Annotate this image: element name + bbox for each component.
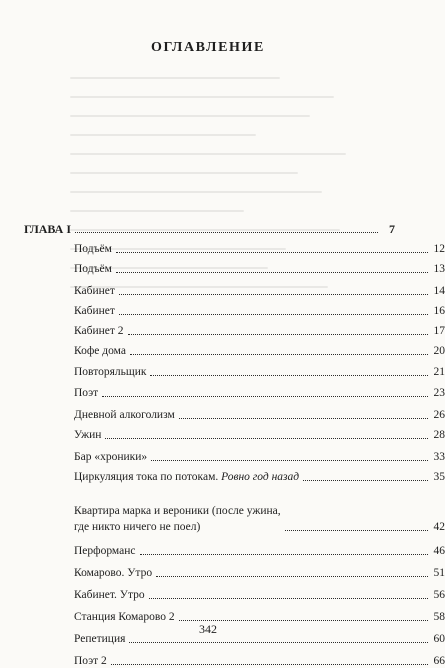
toc-page-number: 33 (433, 451, 445, 463)
dot-leader (179, 620, 428, 621)
dot-leader (105, 438, 428, 439)
dot-leader (149, 598, 428, 599)
toc-entry[interactable] (24, 365, 445, 379)
toc-entry[interactable] (24, 304, 445, 318)
toc-page-number: 66 (433, 655, 445, 667)
toc-page-number: 28 (433, 429, 445, 441)
dot-leader (179, 418, 428, 419)
toc-entry-label: Станция Комарово 2 (74, 611, 175, 623)
toc-page-number: 13 (433, 263, 445, 275)
toc-entry-label: Репетиция (74, 633, 126, 645)
toc-entry[interactable] (24, 588, 445, 602)
toc-page-number: 20 (433, 345, 445, 357)
dot-leader (285, 530, 428, 531)
dot-leader (111, 664, 428, 665)
toc-entry[interactable] (24, 242, 445, 256)
toc-entry-label: Кабинет. Утро (74, 589, 145, 601)
toc-entry[interactable] (24, 386, 445, 400)
toc-page-number: 17 (433, 325, 445, 337)
toc-entry-label: Комарово. Утро (74, 567, 153, 579)
toc-entry-multiline[interactable] (24, 492, 445, 534)
dot-leader (140, 554, 429, 555)
toc-entry[interactable] (24, 324, 445, 338)
toc-page-number: 26 (433, 409, 445, 421)
toc-entry-label: Поэт 2 (74, 655, 107, 667)
toc-entry-label (74, 470, 299, 484)
toc-entry-label: Поэт (74, 387, 99, 399)
toc-entry-label-regular: Циркуляция тока по потокам. (74, 471, 219, 483)
dot-leader (130, 354, 428, 355)
toc-page-number: 14 (433, 285, 445, 297)
toc-entry-label: Кабинет 2 (74, 325, 124, 337)
toc-page-number: 12 (433, 243, 445, 255)
toc-entry-label: Кабинет (74, 285, 115, 297)
toc-page-number: 23 (433, 387, 445, 399)
toc-entry[interactable] (24, 450, 445, 464)
toc-page-number: 7 (389, 222, 395, 236)
toc-entry-label: Подъём (74, 243, 112, 255)
dot-leader (119, 294, 428, 295)
toc-page-number: 35 (433, 471, 445, 483)
toc-entry-label (74, 504, 281, 534)
toc-entry[interactable] (24, 470, 445, 484)
page-number-footer: 342 (199, 622, 217, 636)
toc-entry-label-line1: Квартира марка и вероники (после ужина, (74, 505, 281, 517)
dot-leader (119, 314, 428, 315)
toc-entry[interactable] (24, 284, 445, 298)
dot-leader (116, 252, 428, 253)
toc-page-number: 60 (433, 633, 445, 645)
toc-entry-label: Кабинет (74, 305, 115, 317)
toc-entry[interactable] (24, 262, 445, 276)
toc-entry-label: Бар «хроники» (74, 451, 148, 463)
toc-page-number: 51 (433, 567, 445, 579)
toc-entry[interactable] (24, 408, 445, 422)
dot-leader (102, 396, 428, 397)
toc-page-number: 21 (433, 366, 445, 378)
toc-chapter-label: ГЛАВА I (24, 222, 72, 236)
toc-entry[interactable] (24, 428, 445, 442)
dot-leader (151, 460, 428, 461)
toc-page-number: 56 (433, 589, 445, 601)
toc-page-number: 42 (433, 521, 445, 533)
toc-entry-label: Ужин (74, 429, 102, 441)
toc-entry-label: Кофе дома (74, 345, 126, 357)
toc-page-number: 16 (433, 305, 445, 317)
dot-leader (303, 480, 428, 481)
toc-entry-label-line2: где никто ничего не поел) (74, 521, 201, 533)
dot-leader (129, 642, 428, 643)
toc-entry[interactable] (24, 344, 445, 358)
toc-page-number: 46 (433, 545, 445, 557)
toc-entry[interactable] (24, 544, 445, 558)
dot-leader (150, 375, 428, 376)
toc-entry-label: Подъём (74, 263, 112, 275)
toc-entry[interactable] (24, 566, 445, 580)
dot-leader (116, 272, 428, 273)
toc-entry[interactable] (24, 654, 445, 668)
dot-leader (75, 232, 378, 233)
toc-entry-label: Повторяльщик (74, 366, 147, 378)
toc-page-number: 58 (433, 611, 445, 623)
toc-entry-label: Перформанс (74, 545, 136, 557)
dot-leader (128, 334, 428, 335)
page-title: ОГЛАВЛЕНИЕ (151, 40, 265, 55)
dot-leader (156, 576, 428, 577)
toc-entry-label: Дневной алкоголизм (74, 409, 175, 421)
toc-entry-label-italic: Ровно год назад (221, 471, 300, 483)
toc-chapter-row[interactable] (24, 222, 395, 236)
